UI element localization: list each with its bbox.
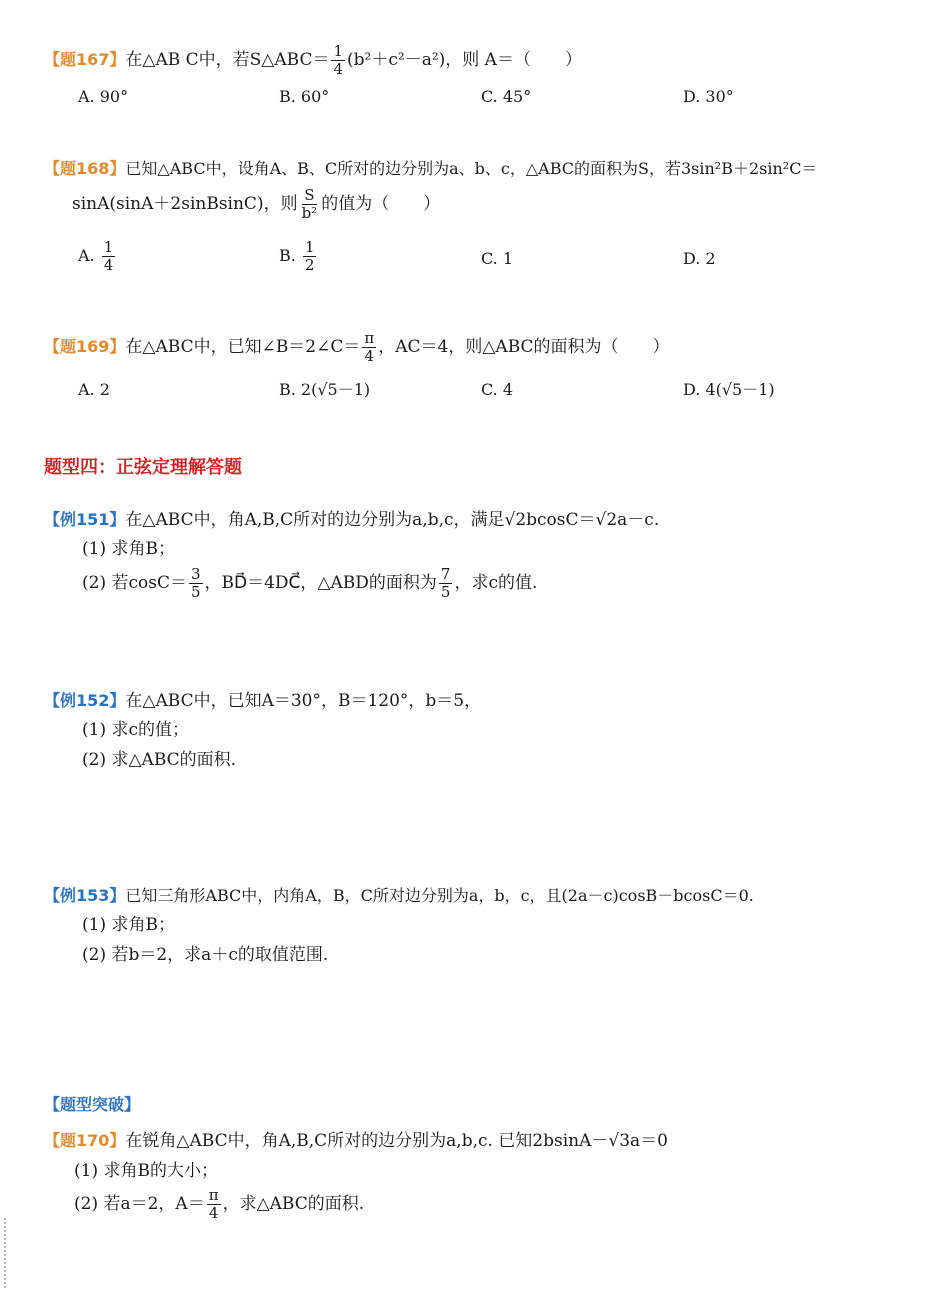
example-153 [44, 888, 754, 904]
question-text-cont: 的值为（ ） [321, 194, 441, 214]
option-c: C. 45° [481, 87, 532, 106]
example-text: 已知三角形ABC中，内角A，B，C所对边分别为a，b，c，且(2a－c)cosB－bcosC＝0. [125, 886, 754, 905]
fraction: $\frac{S}{\text{b²}}$ [301, 186, 318, 222]
section-title: 题型四：正弦定理解答题 [44, 457, 242, 478]
fraction: $\frac{\pi}{4}$ [364, 329, 375, 365]
question-tag: 【题170】 [44, 1131, 126, 1150]
question-text: sinA(sinA＋2sinBsinC)，则 [72, 194, 298, 214]
fraction: $\frac{3}{5}$ [190, 565, 201, 601]
example-tag: 【例152】 [44, 691, 126, 710]
example-part-2: (2) 若b＝2，求a＋c的取值范围. [82, 945, 329, 965]
example-part-1: (1) 求角B； [82, 915, 175, 935]
question-text: 已知△ABC中，设角A、B、C所对的边分别为a、b、c，△ABC的面积为S，若3sin²B＋2sin²C＝ [125, 159, 818, 178]
option-b: B. $\frac{1}{2}$ [279, 238, 315, 274]
example-part-2: (2) 求△ABC的面积. [82, 750, 237, 770]
example-151 [44, 512, 659, 529]
example-part-1: (1) 求角B； [82, 539, 175, 559]
question-text-cont: ，AC＝4，则△ABC的面积为（ ） [378, 337, 670, 357]
question-text-cont: (b²＋c²－a²)，则 A＝（ ） [347, 50, 582, 70]
option-c: C. 1 [481, 249, 514, 268]
fraction: $\frac{1}{4}$ [333, 42, 344, 78]
example-text: 在△ABC中，已知A＝30°，B＝120°，b＝5， [125, 691, 482, 711]
example-152 [44, 693, 481, 710]
question-tag: 【题169】 [44, 337, 126, 356]
option-b: B. 60° [279, 87, 330, 106]
option-d: D. 30° [683, 87, 734, 106]
question-part-1: (1) 求角B的大小； [74, 1161, 218, 1181]
question-169 [44, 331, 670, 364]
question-tag: 【题167】 [44, 50, 126, 69]
question-text: 在△ABC中，已知∠B＝2∠C＝ [125, 337, 361, 357]
question-text: 在锐角△ABC中，角A,B,C所对的边分别为a,b,c. 已知2bsinA－√3a＝0 [125, 1131, 668, 1151]
example-part-1: (1) 求c的值； [82, 720, 190, 740]
question-167 [44, 44, 582, 77]
example-part-2: (2) 若cosC＝ $\frac{3}{5}$ ，BD⃗＝4DC⃗，△ABD的面积为 $\frac{7}{5}$ ，求c的值. [82, 565, 538, 601]
option-d: D. 2 [683, 249, 716, 268]
margin-dotted-line [4, 1218, 6, 1288]
question-170 [44, 1133, 668, 1150]
fraction: $\frac{7}{5}$ [440, 565, 451, 601]
example-tag: 【例151】 [44, 510, 126, 529]
example-tag: 【例153】 [44, 886, 126, 905]
fraction: $\frac{\pi}{4}$ [208, 1186, 219, 1222]
question-168-line1 [44, 161, 817, 177]
option-a: A. 2 [78, 380, 110, 399]
option-d: D. 4(√5－1) [683, 380, 775, 399]
question-tag: 【题168】 [44, 159, 126, 178]
option-a: A. $\frac{1}{4}$ [78, 238, 114, 274]
option-c: C. 4 [481, 380, 514, 399]
option-b: B. 2(√5－1) [279, 380, 371, 399]
question-part-2: (2) 若a＝2，A＝ $\frac{\pi}{4}$ ，求△ABC的面积. [74, 1186, 365, 1222]
breakthrough-title: 【题型突破】 [44, 1095, 141, 1114]
example-text: 在△ABC中，角A,B,C所对的边分别为a,b,c，满足√2bcosC＝√2a－c. [125, 510, 660, 530]
option-a: A. 90° [78, 87, 129, 106]
question-168-line2 [72, 188, 440, 221]
question-text: 在△AB C中，若S△ABC＝ [125, 50, 330, 70]
